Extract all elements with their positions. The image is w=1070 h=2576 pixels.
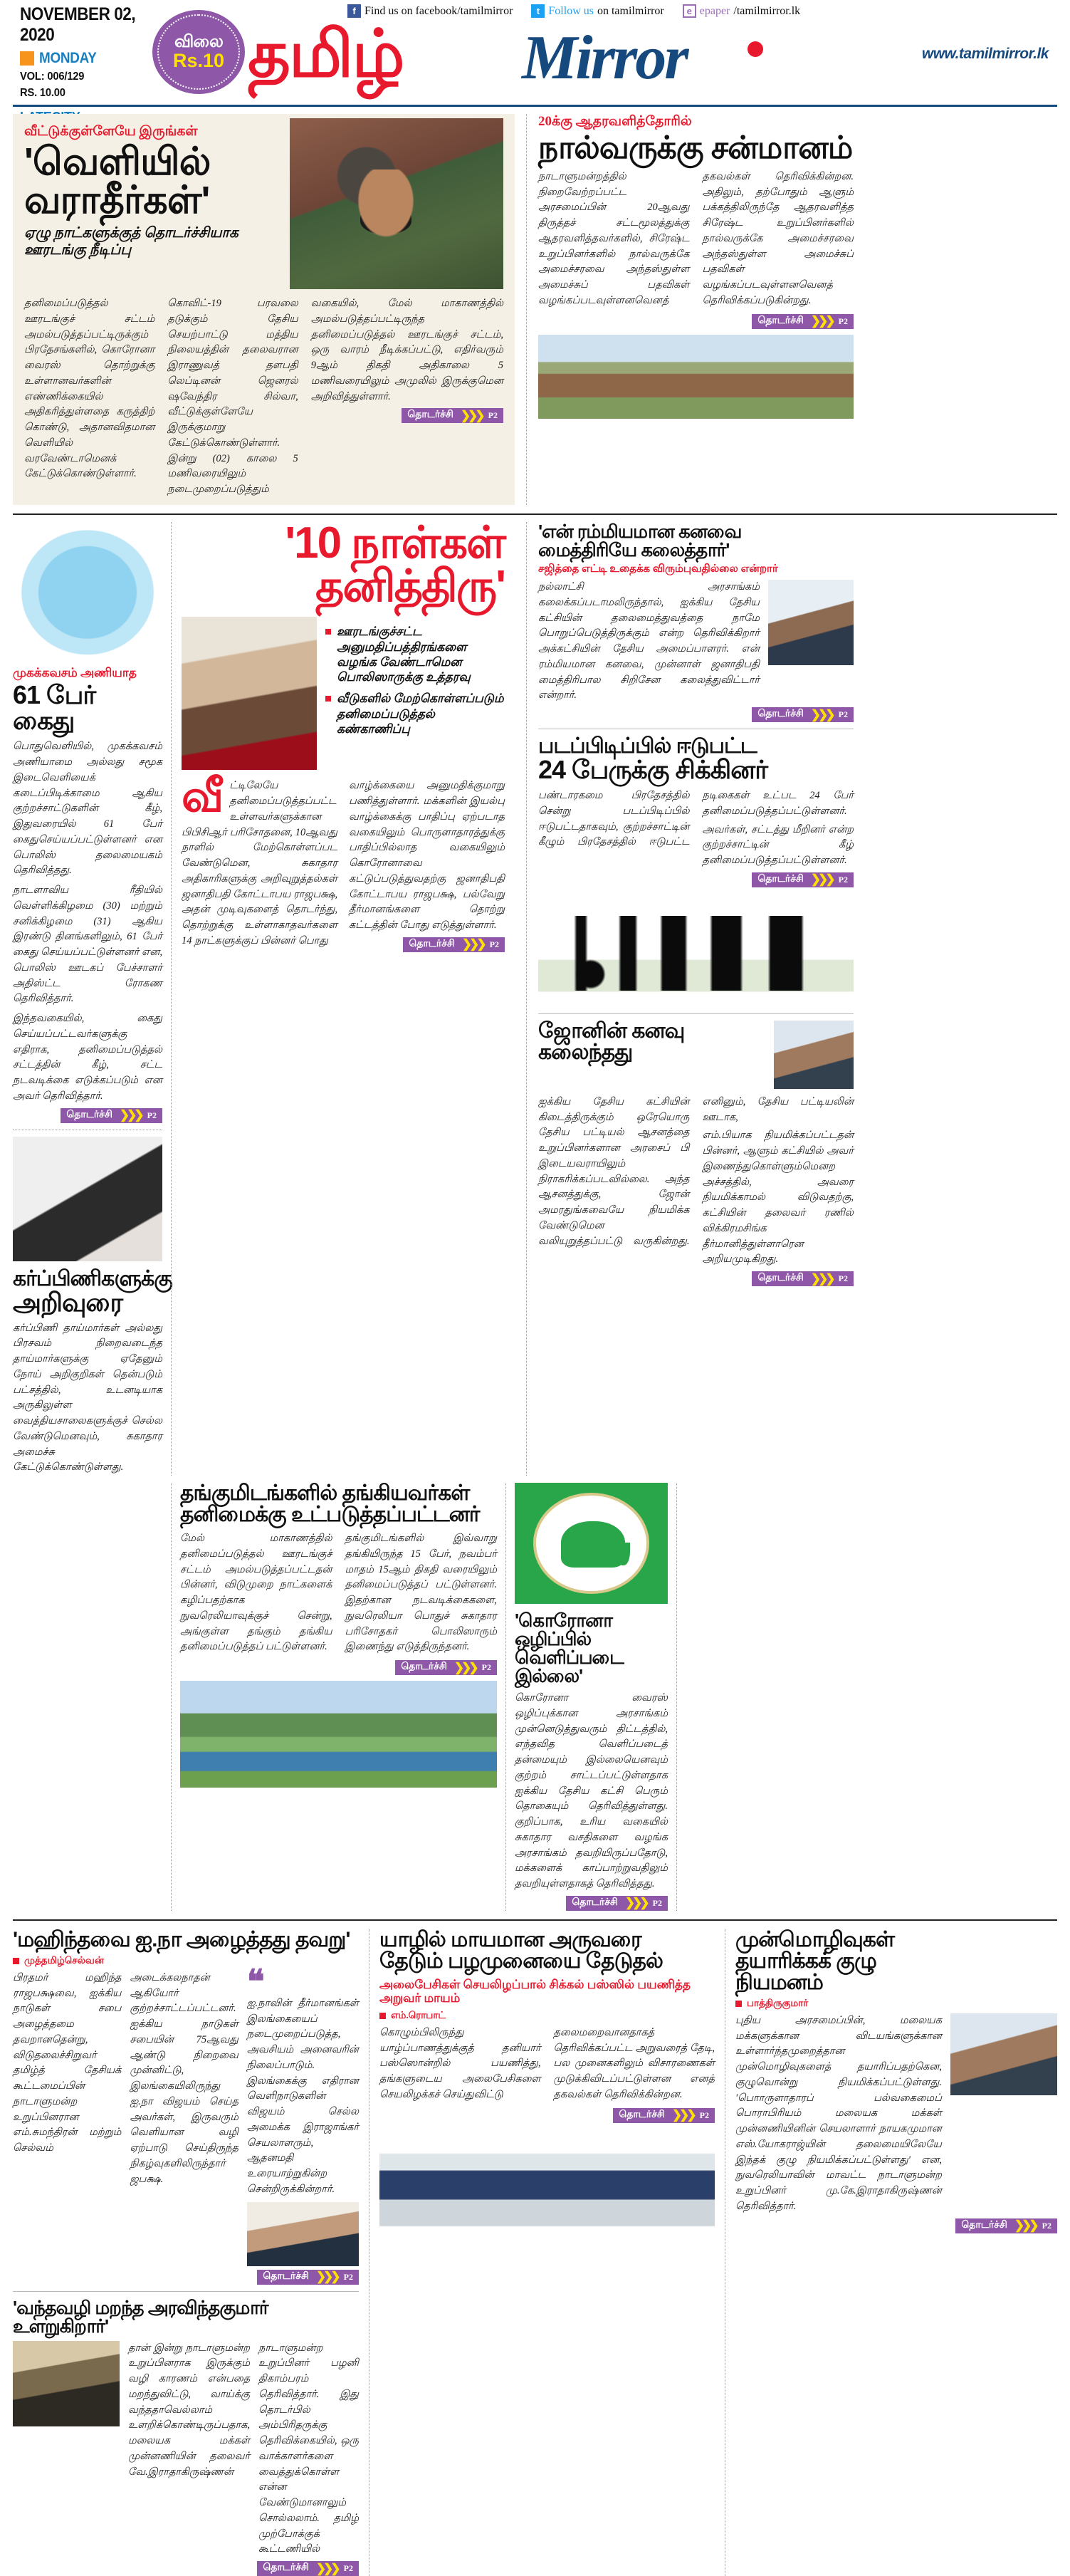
quote-mark-icon: ❝: [246, 1963, 265, 2000]
bottom-row: [13, 1919, 1057, 2576]
continue-badge-label: தொடர்ச்சி: [409, 938, 455, 949]
bottom-left2-photo: [13, 2341, 120, 2426]
facebook-link[interactable]: [347, 4, 513, 18]
bottom-left-byline: [13, 1955, 359, 1968]
top-right-col1: நாடாளுமன்றத்தில் நிறைவேற்றப்பட்ட அரசமைப்பின் 20ஆவது திருத்தச் சட்டமூலத்துக்கு ஆதரவளித்தவர்களில், சிரேஷ்ட உறுப்பினர்களில் நால்வருக்கே அமைச்சரவை அந்தஸ்துள்ள அமைச்சுப் பதவிகள் வழங்கப்படவுள்ளனவெனத்: [538, 170, 690, 306]
maithri-subhead: சஜித்தை எட்டி உதைக்க விரும்புவதில்லை என்றார்: [538, 563, 778, 575]
continue-badge[interactable]: [752, 314, 854, 329]
continue-badge-label: தொடர்ச்சி: [961, 2219, 1007, 2231]
twitter-label-a: Follow us: [548, 4, 594, 17]
bottom-left-col2: அடைக்கலநாதன் ஆகியோர் குற்றச்சாட்டப்பட்டனர். ஐக்கிய நாடுகள் சபையின் 75ஆவது ஆண்டு நிறைவை முன்னிட்டு, இலங்கையிலிருந்து ஐ.நா விஜயம் செய்த அவர்கள், இருவரும் வெளியான வழி ஏற்பாடு செய்திருந்த நிகழ்வுகளிலிருந்தார் ஜபக்ஷ.: [130, 1971, 238, 2185]
lead-top-subhead: ஏழு நாட்களுக்குத் தொடர்ச்சியாக ஊரடங்கு நீடிப்பு: [24, 224, 238, 258]
price-badge-value: Rs.10: [172, 49, 225, 71]
third-row-right-spacer: [676, 1483, 1000, 1911]
politician-portrait-photo: [768, 580, 854, 665]
john-headline-line2[interactable]: கலைந்தது: [538, 1040, 633, 1064]
lead-top-headline[interactable]: 'வெளியில் வராதீர்கள்': [24, 140, 211, 221]
bottom-mid-headline-line2[interactable]: தேடும் பழமுனையை தேடுதல்: [379, 1949, 663, 1973]
right-stack: [526, 522, 854, 1476]
chevron-right-icon: ❯❯❯: [671, 2108, 694, 2122]
masthead-logo[interactable]: [241, 18, 1053, 101]
continue-badge-page: P2: [481, 1662, 491, 1673]
nuwara-eliya-lake-photo: [180, 1681, 497, 1788]
continue-badge-label: தொடர்ச்சி: [757, 709, 804, 719]
masthead: [13, 0, 1057, 107]
bottom-left-column: [13, 1929, 369, 2576]
continue-badge[interactable]: [752, 707, 854, 722]
chevron-right-icon: ❯❯❯: [453, 1660, 476, 1674]
continue-badge-label: தொடர்ச்சி: [572, 1897, 618, 1908]
day-row: [20, 50, 169, 67]
continue-badge-page: P2: [147, 1110, 157, 1120]
bottom-right-headline-line1[interactable]: முன்மொழிவுகள்: [735, 1927, 895, 1951]
chevron-right-icon: ❯❯❯: [810, 872, 833, 887]
bottom-left2-headline[interactable]: 'வந்தவழி மறந்த அரவிந்தகுமார் உளறுகிறார்': [13, 2296, 268, 2337]
facebook-icon: f: [347, 4, 361, 18]
lead-top-article: [13, 114, 515, 505]
lead-top-col3: வகையில், மேல் மாகாணத்தில் அமல்படுத்தப்பட்டிருந்த தனிமைப்படுத்தல் ஊரடங்குச் சட்டம், ஒரு வாரம் நீடிக்கப்பட்டு, எதிர்வரும் 9ஆம் திகதி அதிகாலை 5 மணிவரையிலும் அமுலில் இருக்குமென அறிவித்துள்ளார்.: [310, 298, 503, 402]
bottom-right-col1: புதிய அரசமைப்பின், மலையக மக்களுக்கான விடயங்களுக்கான உள்ளார்ந்தமுறைத்தான முன்மொழிவுகளைத் தயாரிப்பதற்கென, குழுவொன்று நியமிக்கப்பட்டுள்ளது. 'பொாருளாதாரப் பல்வகைமைப் பொராபிரியம் மலையக மக்கள் முன்னணியினின் செயலாளார் நாயகமுமான எஸ்.யோகராஜ்யின் தலைமையிலேயே இந்தக் குழு நியமிக்கப்பட்டுள்ளது' என, நுவரெலியாவின் மாவட்ட நாடாளுமன்ற உறுப்பினர் மு.கே.இராதாகிருஷ்ணன் தெரிவித்தார்.: [735, 2014, 942, 2212]
center-lead-headline-line1[interactable]: '10 நாள்கள்: [285, 518, 505, 568]
continue-badge[interactable]: [257, 2270, 359, 2285]
publication-date: NOVEMBER 02, 2020: [20, 4, 136, 45]
elephant-icon: [561, 1521, 625, 1568]
continue-badge-page: P2: [838, 874, 848, 885]
quarantine-col2: தங்குமிடங்களில் இவ்வாறு தங்கியிருந்த 15 பேர், நவம்பர் மாதம் 15ஆம் திகதி வரையிலும் தனிமைப்படுத்தப் பட்டுள்ளனர். இதற்கான நடவடிக்கைகளை, நுவரெலியா பொதுச் சுகாதார பரிசோதகர் பொலிஸாரும் இணைந்து எடுத்திருந்தனர்.: [345, 1533, 497, 1653]
top-right-article: [526, 114, 854, 505]
john-portrait-photo: [774, 1021, 854, 1089]
twitter-icon: t: [531, 4, 545, 18]
byline-square-icon: [13, 1958, 19, 1964]
epaper-label-a: epaper: [699, 4, 730, 17]
middle-row: [13, 518, 1057, 1476]
bottom-mid-subhead: அலைபேசிகள் செயலிழப்பால் சிக்கல் பஸ்ஸில் பயணித்த அறுவர் மாயம்: [379, 1977, 691, 2006]
bottom-right-headline-line3[interactable]: நியமனம்: [735, 1970, 823, 1994]
masthead-website[interactable]: www.tamilmirror.lk: [921, 46, 1049, 62]
mask-arrest-headline[interactable]: 61 பேர் கைது: [13, 680, 96, 736]
chevron-right-icon: ❯❯❯: [315, 2270, 338, 2284]
bottom-left2-col2: நாடாளுமன்ற உறுப்பினர் பழனி திகாம்பரம் தெரிவித்தார். இது தொடர்பில் அம்பிரிதருக்கு தெரிவிக்கையில், ஒரு வாக்காளர்களை வைத்துக்கொள்ள என்ன வேண்டுமானாலும் சொல்லலாம். தமிழ் முற்போக்குக் கூட்டணியில்: [258, 2342, 359, 2555]
film-col2: அவர்கள், சட்டத்து மீறினர் என்ற குற்றச்சாட்டின் கீழ் தனிமைப்படுத்தப்பட்டுள்ளனர்.: [702, 823, 854, 866]
bottom-left-byline-name: முத்தமிழ்செல்வன்: [24, 1954, 104, 1966]
lead-top-col2: கொவிட்-19 பரவலை தடுக்கும் தேசிய செயற்பாட்டு மத்திய நிலையத்தின் தலைவரான இராணுவத் தளபதி லெப்டினன் ஜெனரல் ஷவேந்திர சில்வா, வீட்டுக்குள்ளேயே இருக்குமாறு கேட்டுக்கொண்டுள்ளார். இன்று (02) காலை 5 மணிவரையிலும் நடைமுறைப்படுத்தும்: [167, 298, 298, 495]
bottom-left2-col1: தான் இன்று நாடாளுமன்ற உறுப்பினராக இருக்கும் வழி காரணம் என்பதை மறந்துவிட்டு, வாய்க்கு வந்ததாவெல்லாம் உளறிக்கொண்டிருப்பதாக, மலையக மக்கள் முன்னணியின் தலைவர் வே.இராதாகிருஷ்ணன்: [128, 2342, 251, 2478]
continue-badge[interactable]: [61, 1108, 162, 1123]
continue-badge[interactable]: [257, 2561, 359, 2576]
parliament-building-photo: [538, 335, 854, 419]
top-right-kicker: 20க்கு ஆதரவளித்தோரில்: [538, 114, 692, 129]
byline-square-icon: [735, 2001, 742, 2007]
continue-badge-label: தொடர்ச்சி: [757, 873, 804, 885]
corona-party-headline-line1[interactable]: 'கொரோனா: [515, 1610, 612, 1632]
army-commander-photo: [290, 118, 503, 289]
pregnant-headline-line1[interactable]: கர்ப்பிணிகளுக்கு: [13, 1266, 172, 1290]
volume-number: VOL: 006/129: [20, 71, 85, 83]
continue-badge-label: தொடர்ச்சி: [401, 1662, 447, 1673]
corona-party-headline-line3[interactable]: இல்லை': [515, 1665, 583, 1687]
chevron-right-icon: ❯❯❯: [810, 1271, 833, 1286]
mask-arrest-kicker: முகக்கவசம் அணியாத: [13, 665, 137, 679]
john-col2: எம்.பியாக நியமிக்கப்பட்டதன் பின்னர், ஆளும் கட்சியில் அவர் இணைந்துகொள்ளும்மெனற அச்சத்தில், அவரை நியமிக்காமல் விடுவதற்கு, கட்சியின் தலைவர் ரணில் விக்கிரமசிங்க தீர்மானித்துள்ளாரென அறியமுடிகிறது.: [702, 1130, 854, 1266]
chevron-right-icon: ❯❯❯: [810, 314, 833, 328]
bottom-right-byline: [735, 1998, 1057, 2011]
third-row: [13, 1483, 1057, 1911]
continue-badge[interactable]: [955, 2218, 1057, 2233]
bottom-left-col1: பிரதமர் மஹிந்த ராஜபக்ஷவை, ஐக்கிய நாடுகள் சபை அழைத்தமை தவறானதென்று, விடுதலைச்சிறுவர் தமிழ்த் தேசியக் கூட்டமைப்பின் நாடாளுமன்ற உறுப்பினரான எம்.சுமந்திரன் மற்றும் செல்வம்: [13, 1971, 122, 2154]
lead-top-col1: தனிமைப்படுத்தல் ஊரடங்குச் சட்டம் அமல்படுத்தப்பட்டிருக்கும் பிரதேசங்களில், கொரோனா வைரஸ் தொற்றுக்கு உள்ளானவர்களின் எண்ணிக்கையில் அதிகரித்துள்ளதை கருத்திற் கொண்டு, அதானவிதமான வெளியில் வரவேண்டாமெனக் கேட்டுக்கொண்டுள்ளார்.: [24, 298, 155, 480]
publication-day: MONDAY: [39, 50, 97, 66]
top-right-headline[interactable]: நால்வருக்கு சன்மானம்: [538, 130, 853, 165]
continue-badge-label: தொடர்ச்சி: [263, 2562, 309, 2574]
mask-arrest-col3: இந்தவகையில், கைது செய்யப்பட்டவர்களுக்கு எதிராக, தனிமைப்படுத்தல் சட்டத்தின் கீழ், சட்ட நடவடிக்கை எடுக்கப்படும் என அவர் தெரிவித்தார்.: [13, 1013, 162, 1102]
bottom-left-quote: ஐ.நாவின் தீர்மானங்கள் இலங்கையைப் நடைமுறைப்படுத்த, அவசியம் அனைவரின் நிலைப்பாடும். இலங்கைக்கு எதிரான வெளிநாடுகளின் விஜயம் செல்ல அமைக்க இராஜாங்கர் செயலாளரும், ஆதனமதி உரையாற்றுகின்ற சென்றிருக்கின்றார்.: [246, 1997, 359, 2195]
continue-badge-label: தொடர்ச்சி: [757, 315, 804, 326]
continue-badge-page: P2: [343, 2271, 353, 2282]
film-crew-silhouette-photo: [538, 893, 854, 1007]
price-badge-label: விலை: [174, 32, 223, 51]
film-col1: பண்டாரகமை பிரதேசத்தில் சென்று படப்பிடிப்பில் ஈடுபட்டதாகவும், குற்றச்சாட்டின் கீழும் பிரதேசத்தில் ஈடுபட்ட நடிகைகள் உட்பட 24 பேர் தனிமைப்படுத்தப்பட்டுள்ளனர்.: [538, 790, 854, 848]
continue-badge-page: P2: [838, 316, 848, 326]
bottom-right-portrait-photo: [950, 2013, 1057, 2095]
center-lead-bullet-0: ஊரடங்குச்சட்ட அனுமதிப்பத்திரங்களை வழங்க வேண்டாமென பொலிஸாருக்கு உத்தரவு: [325, 624, 505, 684]
continue-badge-page: P2: [652, 1897, 662, 1908]
center-lead-dropcap: வீ: [182, 772, 224, 822]
mask-arrest-col1: பொதுவெளியில், முகக்கவசம் அணியாமை அல்லது சமூக இடைவெளியைக் கடைப்பிடிக்காமை ஆகிய குற்றச்சாட்டுகளின் கீழ், இதுவரையில் 61 பேர் கைதுசெய்யப்பட்டுள்ளனர் என பொலிஸ் தலைமையகம் தெரிவித்தது.: [13, 741, 162, 877]
center-lead-col2: வாழ்க்கையை அனுமதிக்குமாறு பணித்துள்ளார். மக்களின் இயல்பு வாழ்க்கைக்கு பாதிப்பு ஏற்படாத வகையிலும் பொருளாதாரத்துக்கு பாதிப்பில்லாத வகையிலும் கொரோனாவை கட்டுப்படுத்துவதற்கு ஜனாதிபதி கோட்டாபய ராஜபக்ஷ, பல்வேறு தீர்மானங்களை தொற்று கட்டத்தின் போது எடுத்துள்ளார்.: [349, 780, 505, 931]
chevron-right-icon: ❯❯❯: [315, 2561, 338, 2575]
bottom-mid-byline-name: எம்.ரொபாட்: [391, 2009, 446, 2020]
continue-badge-page: P2: [699, 2110, 709, 2120]
bottom-mid-col1: கொழும்பிலிருந்து யாழ்ப்பாணத்துக்குத் தனியார் பஸ்ஸொன்றில் பயணித்து, தங்களுடைய அலைபேசிகளை செயலிழக்கச் செய்துவிட்டு: [379, 2026, 541, 2100]
continue-badge-label: தொடர்ச்சி: [66, 1109, 112, 1120]
top-row: [13, 114, 1057, 505]
continue-badge[interactable]: [613, 2108, 715, 2123]
continue-badge-page: P2: [489, 939, 499, 949]
byline-square-icon: [379, 2013, 386, 2019]
maithri-headline-line1[interactable]: 'என் ரம்மியமான கனவை: [538, 520, 742, 542]
bottom-right-headline-line2[interactable]: தயாரிக்கக் குழு: [735, 1949, 876, 1973]
continue-badge-label: தொடர்ச்சி: [407, 410, 453, 421]
continue-badge[interactable]: [752, 1271, 854, 1286]
mask-arrest-column: [13, 522, 171, 1476]
divider: [538, 1013, 854, 1014]
price-badge: [152, 10, 245, 94]
continue-badge-label: தொடர்ச்சி: [619, 2109, 665, 2120]
chevron-right-icon: ❯❯❯: [119, 1108, 142, 1122]
film-headline-line1[interactable]: படப்பிடிப்பில் ஈடுபட்ட: [538, 734, 757, 758]
bottom-mid-col2: தலைமறைவானதாகத் தெரிவிக்கப்பட்ட அறுவரைத் தேடி, பல முனைகளிலும் விசாரணைகள் முடுக்கிவிடப்பட்டுள்ளன எனத் தகவல்கள் தெரிவிக்கின்றன.: [553, 2026, 715, 2100]
continue-badge[interactable]: [566, 1896, 668, 1911]
center-lead-headline-line2[interactable]: தனித்திரு': [315, 561, 505, 611]
continue-badge[interactable]: [752, 872, 854, 887]
continue-badge-page: P2: [838, 1273, 848, 1283]
quarantine-headline-line2[interactable]: தனிமைக்கு உட்படுத்தப்பட்டனர்: [180, 1503, 480, 1527]
center-lead-bullet-1: வீடுகளில் மேற்கொள்ளப்படும் தனிமைப்படுத்தல் கண்காணிப்பு: [325, 691, 505, 736]
quarantine-headline-line1[interactable]: தங்குமிடங்களில் தங்கியவர்கள்: [180, 1481, 470, 1506]
divider: [13, 2291, 359, 2292]
center-lead-bullets: [325, 624, 505, 770]
corona-party-body: கொரோனா வைரஸ் ஒழிப்புக்கான அரசாங்கம் முன்னெடுத்துவரும் திட்டத்தில், எந்தவித வெளிப்படைத் தன்மையும் இல்லையெனவும் குற்றம் சாட்டப்பட்டுள்ளதாக ஐக்கிய தேசிய கட்சி பெரும் தொகையும் தெரிவித்துள்ளது. குறிப்பாக, உரிய வகையில் சுகாதார வசதிகளை வழங்க அரசாங்கம் தவறியிருப்பதோடு, மக்களைக் காப்பாற்றுவதிலும் தவறியுள்ளதாகத் தெரிவித்தது.: [515, 1692, 668, 1890]
face-mask-photo: [13, 522, 162, 657]
center-lead-article: [171, 518, 515, 1476]
elephant-party-logo: [515, 1483, 668, 1604]
chevron-right-icon: ❯❯❯: [460, 408, 483, 422]
pregnant-woman-photo: [13, 1137, 162, 1261]
center-lead-col1: ட்டிலேயே தனிமைப்படுத்தப்பட்ட உள்ளவர்களுக்கான பிபிசிஆர் பரிசோதனை, 10ஆவது நாளில் மேற்கொள்ளப்பட வேண்டுமென, சுகாதார அதிகாரிகளுக்கு அறிவுறுத்தல்கள் ஜனாதிபதி கோட்டாபய ராஜபக்ஷ, அதன் முடிவுகளைத் தொடர்ந்து, தொற்றுக்கு உள்ளாகாதவர்களை 14 நாட்களுக்குப் பின்னர் பொது: [182, 780, 337, 947]
maithri-body: நல்லாட்சி அரசாங்கம் கலைக்கப்படாமலிருந்தால், ஐக்கிய தேசிய கட்சியின் தலைமைத்துவத்தை நாமே பொறுப்பெடுத்திருக்கும் என்ற தெரிவிக்கிறார் அக்கட்சியின் தேசிய அமைப்பாளரர். என் ரம்மியமான கனவை, முன்னாள் ஜனாதிபதி மைத்திரிபால சிறிசேன கலைத்துவிட்டார் என்றார்.: [538, 581, 760, 702]
continue-badge-page: P2: [488, 410, 498, 421]
crew-silhouette-icon: [557, 916, 835, 991]
continue-badge-page: P2: [343, 2563, 353, 2574]
epaper-icon: e: [683, 4, 696, 18]
facebook-label: Find us on facebook/tamilmirror: [364, 4, 513, 17]
bottom-right-byline-name: பாத்திருகுமார்: [747, 1997, 809, 2008]
divider-rule: [13, 513, 1057, 515]
pregnant-headline-line2[interactable]: அறிவுரை: [13, 1287, 123, 1317]
maithri-dream-article: [538, 522, 854, 722]
continue-badge-label: தொடர்ச்சி: [757, 1273, 804, 1283]
pregnant-body: கர்ப்பிணி தாய்மார்கள் அல்லது பிரசவம் நிறைவடைந்த தாய்மார்களுக்கு ஏதேனும் நோய் அறிகுறிகள் தென்படும் பட்சத்தில், உடனடியாக அருகிலுள்ள வைத்தியசாலைகளுக்குச் செல்ல வேண்டுமெனவும், சுகாதார அமைச்சு கேட்டுக்கொண்டுள்ளது.: [13, 1322, 162, 1474]
masthead-left-block: [20, 4, 169, 126]
orange-square-icon: [20, 51, 34, 66]
bus-photo: [379, 2129, 715, 2250]
john-col1: ஐக்கிய தேசிய கட்சியின் கிடைத்திருக்கும் ஒரேயொரு தேசிய பட்டியல் ஆசனத்தை உறுப்பினர்களான அரசைப் பி இடையவராயிலும் நிராகரிக்கப்படவில்லை. அந்த ஆசனத்துக்கு, ஜோன் அமரதுங்கவையே நியமிக்க வேண்டுமென வலியுறுத்தப்பட்டு வருகின்றது. எனினும், தேசிய பட்டியலின் ஊடாக,: [538, 1095, 854, 1247]
bottom-right-column: [725, 1929, 1057, 2576]
logo-tamil-word: தமிழ்: [248, 18, 404, 90]
twitter-link[interactable]: [531, 4, 663, 18]
quarantine-centres-article: [171, 1483, 505, 1911]
president-photo: [182, 617, 317, 770]
cover-price: RS. 10.00: [20, 87, 65, 99]
social-links-bar: [347, 4, 1051, 18]
maithri-headline-line2[interactable]: மைத்திரியே கலைத்தார்': [538, 538, 730, 560]
bottom-left-headline[interactable]: 'மஹிந்தவை ஐ.நா அழைத்தது தவறு': [13, 1927, 350, 1951]
bottom-middle-column: [369, 1929, 725, 2576]
continue-badge[interactable]: [395, 1660, 497, 1675]
continue-badge-page: P2: [1042, 2220, 1051, 2231]
john-dream-article: [538, 1018, 854, 1286]
epaper-label-b: /tamilmirror.lk: [733, 4, 801, 17]
mask-arrest-col2: நாடளாவிய ரீதியில் வெள்ளிக்கிழமை (30) மற்றும் சனிக்கிழமை (31) ஆகிய இரண்டு தினங்களிலும், 61 பேர் கைது செய்யப்பட்டுள்ளனர் என, பொலிஸ் ஊடகப் பேச்சாளர் அதிஸ்ட்ட ரோகண தெரிவித்தார்.: [13, 885, 162, 1005]
bottom-mid-byline: [379, 2010, 715, 2023]
bottom-mid-headline-line1[interactable]: யாழில் மாயமான அருவரை: [379, 1927, 641, 1951]
corona-party-headline-line2[interactable]: ஒழிப்பில் வெளிப்படை: [515, 1628, 624, 1669]
bottom-left-portrait-photo: [247, 2202, 359, 2266]
logo-dot-icon: [748, 41, 763, 57]
epaper-link[interactable]: [683, 4, 800, 18]
film-shoot-article: [538, 736, 854, 1007]
chevron-right-icon: ❯❯❯: [624, 1896, 647, 1910]
film-headline-line2[interactable]: 24 பேருக்கு சிக்கினர்: [538, 755, 768, 784]
continue-badge[interactable]: [403, 937, 505, 952]
third-row-spacer-column: [13, 1483, 171, 1911]
chevron-right-icon: ❯❯❯: [810, 707, 833, 721]
chevron-right-icon: ❯❯❯: [461, 937, 484, 951]
john-headline-line1[interactable]: ஜோனின் கனவு: [538, 1018, 685, 1043]
lead-top-kicker: வீட்டுக்குள்ளேயே இருங்கள்: [24, 124, 198, 139]
quarantine-col1: மேல் மாகாணத்தில் தனிமைப்படுத்தல் ஊரடங்குச் சட்டம் அமல்படுத்தப்பட்டதன் பின்னர், விடுமுறை நாட்களைக் கழிப்பதற்காக நுவரெலியாவுக்குச் சென்று, அங்குள்ள தங்கும் தங்கிய தனிமைப்படுத்தப் பட்டுள்ளனர்.: [180, 1533, 332, 1653]
corona-party-article: [505, 1483, 676, 1911]
chevron-right-icon: ❯❯❯: [1014, 2218, 1037, 2233]
twitter-label-b: on tamilmirror: [597, 4, 664, 17]
top-right-col2: தகவல்கள் தெரிவிக்கின்றன. அதிலும், தற்போதும் ஆளும் பக்கத்திலிருந்தே ஆதரவளித்த சிரேஷ்ட உறுப்பினர்களில் நால்வருக்கே அமைச்சரவை அந்தஸ்துள்ள அமைச்சுப் பதவிகள் வழங்கப்படவுள்ளனவெனத் தெரிவிக்கப்படுகின்றது.: [702, 170, 854, 306]
logo-mirror-word: Mirror: [522, 24, 687, 93]
continue-badge-label: தொடர்ச்சி: [263, 2270, 309, 2282]
continue-badge-page: P2: [838, 709, 848, 719]
continue-badge[interactable]: [402, 408, 503, 423]
